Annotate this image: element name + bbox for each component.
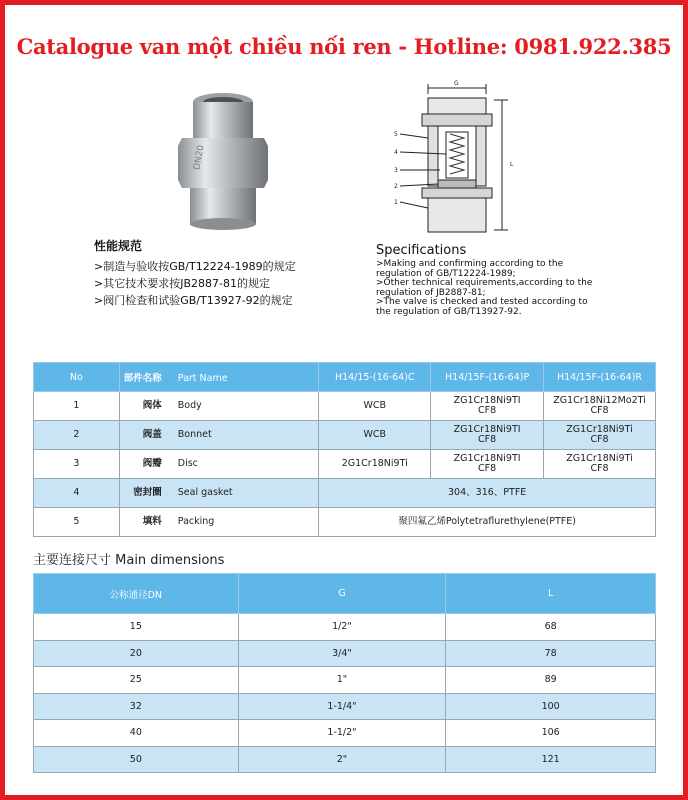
cell-text: CF8 xyxy=(478,434,497,445)
col-header-l: L xyxy=(446,574,656,614)
cell-text: ZG1Cr18Ni9TI xyxy=(453,395,521,406)
table-row xyxy=(34,479,656,508)
spec-en-line: the regulation of GB/T13927-92. xyxy=(376,306,522,317)
spec-cn-line: >阀门检查和试验GB/T13927-92的规定 xyxy=(94,294,293,307)
cell-material-c: WCB xyxy=(319,392,431,421)
spec-en-line: regulation of JB2887-81; xyxy=(376,287,486,298)
col-header-p: H14/15F-(16-64)P xyxy=(431,363,544,392)
col-header-r: H14/15F-(16-64)R xyxy=(544,363,656,392)
cell-part-zh: 阀盖 xyxy=(142,429,162,440)
cell-part-en: Packing xyxy=(177,516,215,527)
cell-text: CF8 xyxy=(590,463,609,474)
cell-part-name xyxy=(119,479,319,508)
cell-dn: 32 xyxy=(34,693,239,720)
cell-text: ZG1Cr18Ni12Mo2Ti xyxy=(553,395,646,406)
spec-english xyxy=(376,244,606,318)
cell-text: CF8 xyxy=(590,405,609,416)
parts-table xyxy=(33,362,656,537)
table-row xyxy=(34,421,656,450)
drawing-label-2: 2 xyxy=(394,183,398,190)
cell-l: 78 xyxy=(446,640,656,667)
table-row xyxy=(34,508,656,537)
cell-no: 1 xyxy=(34,392,120,421)
cell-text: ZG1Cr18Ni9Ti xyxy=(566,424,633,435)
cell-g: 3/4" xyxy=(238,640,446,667)
cell-material-r xyxy=(544,392,656,421)
cell-text: CF8 xyxy=(590,434,609,445)
cell-dn: 25 xyxy=(34,667,239,694)
cell-no: 3 xyxy=(34,450,120,479)
cell-material-r xyxy=(544,421,656,450)
cell-part-zh: 阀体 xyxy=(142,400,162,411)
cell-no: 4 xyxy=(34,479,120,508)
table-row xyxy=(34,450,656,479)
spec-cn-line: >制造与验收按GB/T12224-1989的规定 xyxy=(94,260,296,273)
cell-g: 2" xyxy=(238,746,446,773)
cell-material-p xyxy=(431,421,544,450)
cell-dn: 15 xyxy=(34,614,239,641)
valve-marking: DN20 xyxy=(192,144,207,171)
col-header-part-name xyxy=(119,363,319,392)
cell-part-en: Body xyxy=(177,400,202,411)
valve-photo xyxy=(176,92,270,232)
table-row xyxy=(34,392,656,421)
table-row xyxy=(34,640,656,667)
cell-part-zh: 阀瓣 xyxy=(142,458,162,469)
drawing-label-l: L xyxy=(510,161,514,168)
cell-text: ZG1Cr18Ni9TI xyxy=(453,453,521,464)
cell-no: 2 xyxy=(34,421,120,450)
cell-text: ZG1Cr18Ni9Ti xyxy=(566,453,633,464)
cell-material-c: 2G1Cr18Ni9Ti xyxy=(319,450,431,479)
spec-chinese xyxy=(94,238,296,309)
col-header-part-zh: 部件名称 xyxy=(123,373,162,384)
page-title: Catalogue van một chiều nối ren - Hotline: 0981.922.385 xyxy=(16,34,672,59)
drawing-label-5: 5 xyxy=(394,131,398,138)
cell-part-en: Bonnet xyxy=(177,429,212,440)
cell-l: 106 xyxy=(446,720,656,747)
table-row xyxy=(34,614,656,641)
cell-part-name xyxy=(119,421,319,450)
cell-no: 5 xyxy=(34,508,120,537)
drawing-label-3: 3 xyxy=(394,167,398,174)
drawing-label-g: G xyxy=(454,80,459,87)
col-header-part-en: Part Name xyxy=(177,373,228,384)
spec-en-line: regulation of GB/T12224-1989; xyxy=(376,268,516,279)
cell-part-name xyxy=(119,508,319,537)
cell-dn: 40 xyxy=(34,720,239,747)
cell-part-name xyxy=(119,392,319,421)
cell-dn: 50 xyxy=(34,746,239,773)
cell-g: 1-1/4" xyxy=(238,693,446,720)
cell-material-p xyxy=(431,450,544,479)
cell-l: 121 xyxy=(446,746,656,773)
drawing-label-1: 1 xyxy=(394,199,398,206)
cell-part-en: Disc xyxy=(177,458,198,469)
cell-g: 1-1/2" xyxy=(238,720,446,747)
cell-text: CF8 xyxy=(478,405,497,416)
spec-en-line: >Other technical requirements,according to the xyxy=(376,278,593,289)
cell-material-all: 304、316、PTFE xyxy=(319,479,656,508)
cell-part-name xyxy=(119,450,319,479)
cell-g: 1/2" xyxy=(238,614,446,641)
cell-part-en: Seal gasket xyxy=(177,487,233,498)
dimensions-table xyxy=(33,573,656,773)
cell-text: CF8 xyxy=(478,463,497,474)
spec-cn-heading: 性能规范 xyxy=(94,239,143,253)
table-row xyxy=(34,720,656,747)
table-row xyxy=(34,667,656,694)
col-header-c: H14/15-(16-64)C xyxy=(319,363,431,392)
spec-en-line: >Making and confirming according to the xyxy=(376,259,564,269)
col-header-dn: 公称通径DN xyxy=(34,574,239,614)
spec-cn-line: >其它技术要求按JB2887-81的规定 xyxy=(94,277,270,290)
cell-l: 68 xyxy=(446,614,656,641)
spec-en-line: >The valve is checked and tested according to xyxy=(376,297,588,308)
cell-g: 1" xyxy=(238,667,446,694)
table-row xyxy=(34,693,656,720)
dimensions-title: 主要连接尺寸 Main dimensions xyxy=(33,553,225,568)
cell-material-all: 聚四氟乙烯Polytetraflurethylene(PTFE) xyxy=(319,508,656,537)
col-header-no: No xyxy=(34,363,120,392)
spec-en-heading: Specifications xyxy=(376,243,467,258)
table-header-row xyxy=(34,363,656,392)
cell-l: 100 xyxy=(446,693,656,720)
col-header-g: G xyxy=(238,574,446,614)
cross-section-drawing xyxy=(390,74,520,244)
cell-part-zh: 填料 xyxy=(142,516,162,527)
cell-text: ZG1Cr18Ni9TI xyxy=(453,424,521,435)
cell-material-r xyxy=(544,450,656,479)
cell-l: 89 xyxy=(446,667,656,694)
cell-dn: 20 xyxy=(34,640,239,667)
table-header-row xyxy=(34,574,656,614)
table-row xyxy=(34,746,656,773)
drawing-label-4: 4 xyxy=(394,149,398,156)
cell-material-p xyxy=(431,392,544,421)
cell-part-zh: 密封圈 xyxy=(133,487,162,498)
cell-material-c: WCB xyxy=(319,421,431,450)
